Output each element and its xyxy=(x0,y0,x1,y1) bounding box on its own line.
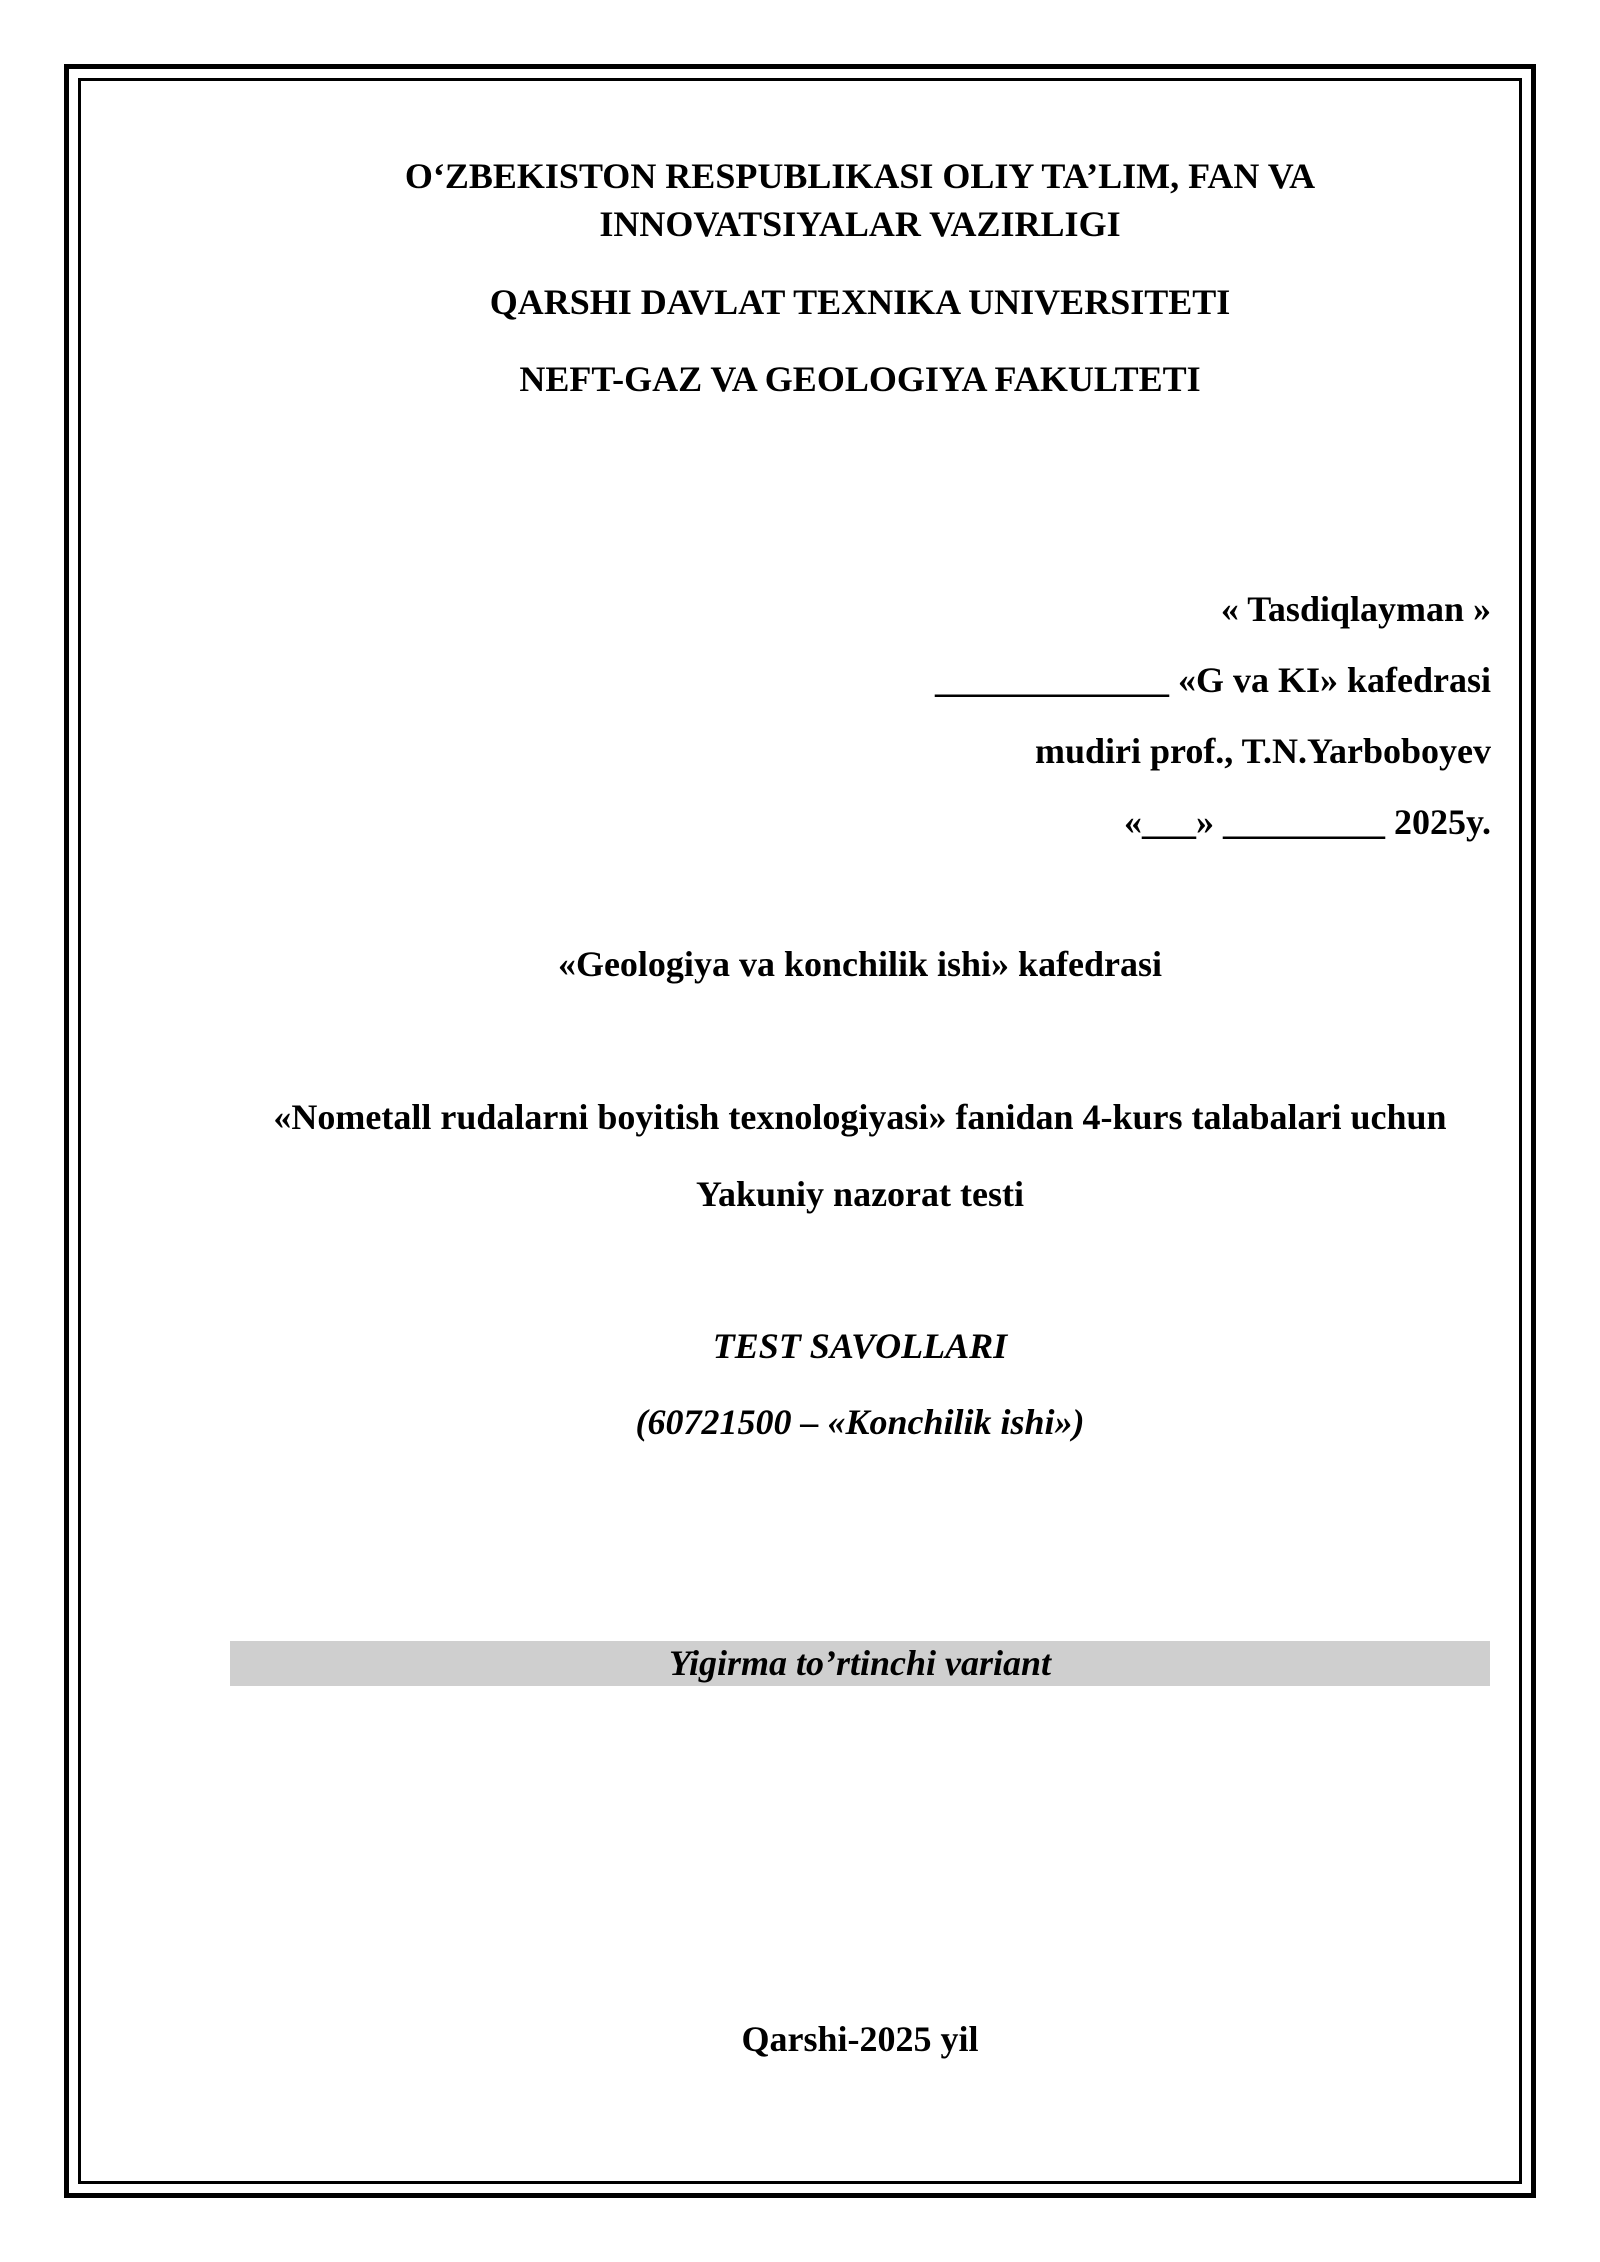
ministry-title-line1: O‘ZBEKISTON RESPUBLIKASI OLIY TA’LIM, FAN VA xyxy=(404,156,1316,196)
exam-title: Yakuniy nazorat testi xyxy=(695,1174,1024,1214)
variant-label: Yigirma to’rtinchi variant xyxy=(668,1643,1052,1683)
approval-head-line: mudiri prof., T.N.Yarboboyev xyxy=(1034,731,1491,771)
variant-banner xyxy=(230,1641,1490,1686)
approval-date-line: «___» _________ 2025y. xyxy=(1123,802,1491,842)
approval-department-line: _____________ «G va KI» kafedrasi xyxy=(934,660,1491,700)
university-name: QARSHI DAVLAT TEXNIKA UNIVERSITETI xyxy=(489,282,1231,322)
approval-title: « Tasdiqlayman » xyxy=(1220,589,1491,629)
test-heading: TEST SAVOLLARI xyxy=(712,1326,1008,1366)
faculty-name: NEFT-GAZ VA GEOLOGIYA FAKULTETI xyxy=(519,359,1201,399)
specialty-code: (60721500 – «Konchilik ishi») xyxy=(635,1402,1085,1442)
footer-city-year: Qarshi-2025 yil xyxy=(741,2019,979,2059)
subject-line: «Nometall rudalarni boyitish texnologiyasi» fanidan 4-kurs talabalari uchun xyxy=(273,1097,1447,1137)
department-name: «Geologiya va konchilik ishi» kafedrasi xyxy=(557,944,1163,984)
ministry-title-line2: INNOVATSIYALAR VAZIRLIGI xyxy=(599,204,1121,244)
